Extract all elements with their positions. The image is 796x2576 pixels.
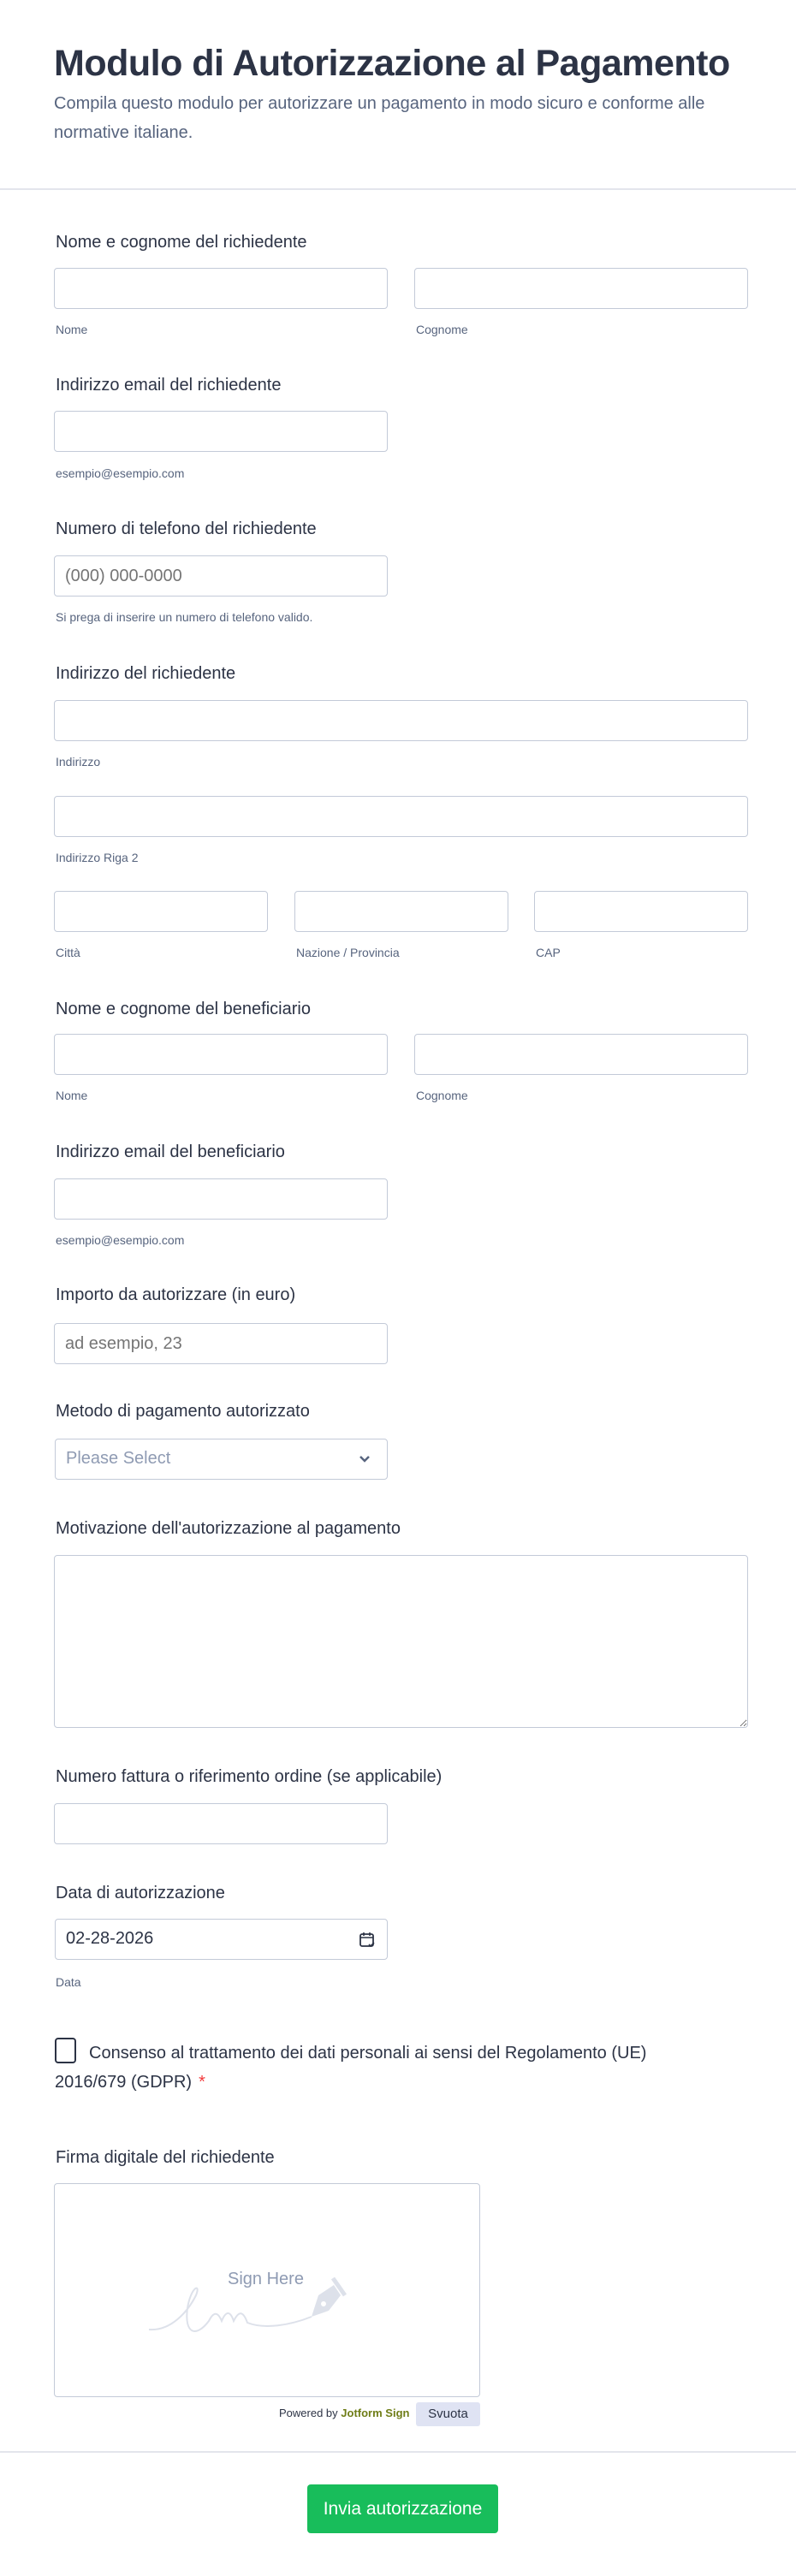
requester-email-sublabel: esempio@esempio.com	[56, 466, 185, 480]
requester-email-input[interactable]	[54, 411, 388, 452]
invoice-input[interactable]	[54, 1803, 388, 1844]
divider-bottom	[0, 2451, 796, 2453]
address-line2-sublabel: Indirizzo Riga 2	[56, 851, 139, 864]
requester-phone-input[interactable]	[54, 555, 388, 597]
jotform-sign-brand[interactable]: Jotform Sign	[341, 2407, 410, 2419]
beneficiary-email-input[interactable]	[54, 1178, 388, 1220]
signature-pad[interactable]	[54, 2183, 480, 2397]
phone-sublabel: Si prega di inserire un numero di telefono valido.	[56, 610, 313, 624]
beneficiary-first-name-input[interactable]	[54, 1034, 388, 1075]
beneficiary-first-sublabel: Nome	[56, 1089, 88, 1102]
requester-first-name-input[interactable]	[54, 268, 388, 309]
state-input[interactable]	[294, 891, 508, 932]
date-input[interactable]	[55, 1919, 388, 1960]
first-name-sublabel: Nome	[56, 323, 88, 336]
payment-method-selected: Please Select	[66, 1449, 171, 1468]
chevron-down-icon	[356, 1450, 373, 1467]
signature-scribble-pen-icon	[145, 2270, 401, 2338]
beneficiary-last-sublabel: Cognome	[416, 1089, 468, 1102]
requester-name-label: Nome e cognome del richiedente	[56, 233, 307, 252]
city-sublabel: Città	[56, 946, 80, 959]
consent-label: Consenso al trattamento dei dati personali ai sensi del Regolamento (UE) 2016/679 (GDPR)	[55, 2044, 647, 2092]
date-value: 02-28-2026	[66, 1929, 154, 1948]
beneficiary-email-label: Indirizzo email del beneficiario	[56, 1143, 285, 1161]
requester-email-label: Indirizzo email del richiedente	[56, 376, 282, 395]
reason-textarea[interactable]	[54, 1555, 748, 1728]
state-sublabel: Nazione / Provincia	[296, 946, 400, 959]
required-asterisk: *	[199, 2073, 205, 2092]
consent-text	[55, 2039, 688, 2097]
powered-by	[279, 2407, 409, 2419]
submit-button[interactable]: Invia autorizzazione	[307, 2484, 498, 2533]
consent-checkbox[interactable]	[55, 2038, 76, 2063]
address-line2-input[interactable]	[54, 796, 748, 837]
city-input[interactable]	[54, 891, 268, 932]
address-line1-sublabel: Indirizzo	[56, 755, 101, 769]
requester-last-name-input[interactable]	[414, 268, 748, 309]
last-name-sublabel: Cognome	[416, 323, 468, 336]
requester-address-label: Indirizzo del richiedente	[56, 664, 236, 683]
address-line1-input[interactable]	[54, 700, 748, 741]
clear-signature-button[interactable]: Svuota	[416, 2402, 480, 2426]
amount-label: Importo da autorizzare (in euro)	[56, 1285, 296, 1304]
amount-input[interactable]	[54, 1323, 388, 1364]
beneficiary-last-name-input[interactable]	[414, 1034, 748, 1075]
zip-sublabel: CAP	[536, 946, 561, 959]
beneficiary-email-sublabel: esempio@esempio.com	[56, 1233, 185, 1247]
page-title: Modulo di Autorizzazione al Pagamento	[54, 43, 730, 84]
calendar-icon[interactable]	[358, 1931, 377, 1950]
payment-method-label: Metodo di pagamento autorizzato	[56, 1402, 310, 1421]
beneficiary-name-label: Nome e cognome del beneficiario	[56, 1000, 311, 1018]
date-label: Data di autorizzazione	[56, 1884, 225, 1902]
invoice-label: Numero fattura o riferimento ordine (se applicabile)	[56, 1767, 443, 1786]
signature-label: Firma digitale del richiedente	[56, 2148, 275, 2167]
reason-label: Motivazione dell'autorizzazione al pagamento	[56, 1519, 401, 1538]
zip-input[interactable]	[534, 891, 748, 932]
date-sublabel: Data	[56, 1975, 81, 1989]
divider	[0, 188, 796, 190]
powered-by-text: Powered by	[279, 2407, 338, 2419]
requester-phone-label: Numero di telefono del richiedente	[56, 519, 317, 538]
sign-here-placeholder: Sign Here	[228, 2270, 304, 2288]
page-subtitle: Compila questo modulo per autorizzare un pagamento in modo sicuro e conforme alle normative italiane.	[54, 94, 705, 142]
payment-method-select[interactable]	[55, 1439, 388, 1480]
